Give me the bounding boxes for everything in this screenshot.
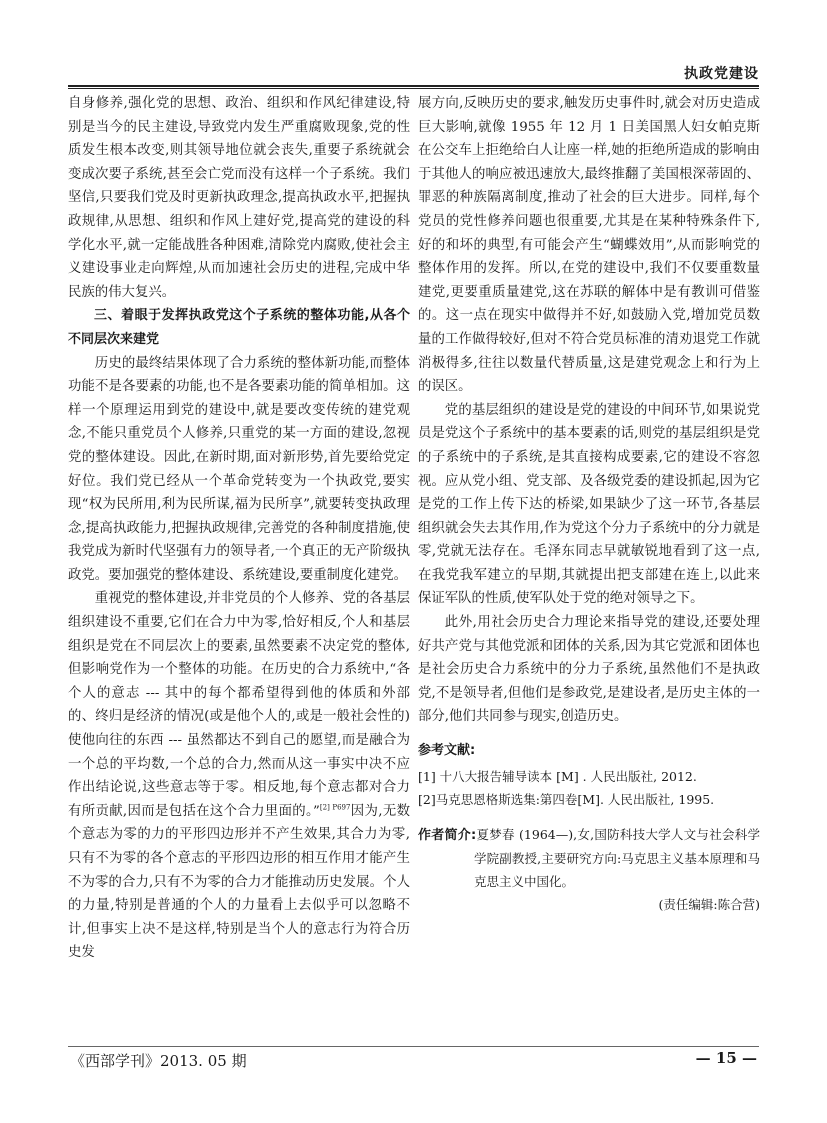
paragraph: 此外,用社会历史合力理论来指导党的建设,还要处理好共产党与其他党派和团体的关系,因为其它党派和团体也是社会历史合力系统中的分力子系统,虽然他们不是执政党,不是领导者,但他们是参政党,是建设者,是历史主体的一部分,他们共同参与现实,创造历史。 — [418, 615, 760, 725]
section-heading: 三、着眼于发挥执政党这个子系统的整体功能,从各个不同层次来建党 — [68, 308, 410, 347]
editor-note: (责任编辑:陈合营) — [658, 896, 760, 912]
journal-issue: 《西部学刊》2013. 05 期 — [70, 1052, 247, 1070]
paragraph: 展方向,反映历史的要求,触发历史事件时,就会对历史造成巨大影响,就像 1955 年 12 月 1 日美国黑人妇女帕克斯在公交车上拒绝给白人让座一样,她的拒绝所造成的影响由于其他人的响应被迅速放大,最终推翻了美国根深蒂固的、罪恶的种族隔离制度,推动了社会的巨大进步。同样,每个党员的党性修养问题也很重要,尤其是在某种特殊条件下,好的和坏的典型,有可能会产生“蝴蝶效用”,从而影响党的整体作用的发挥。所以,在党的建设中,我们不仅要重数量建党,更要重质量建党,这在苏联的解体中是有教训可借鉴的。这一点在现实中做得并不好,如鼓励入党,增加党员数量的工作做得较好,但对不符合党员标准的清劝退党工作就消极得多,往往以数量代替质量,这是建党观念上和行为上的误区。 — [418, 96, 760, 395]
citation-mark: [2] P697 — [319, 803, 351, 812]
paragraph-tail: 因为,无数个意志为零的力的平形四边形并不产生效果,其合力为零,只有不为零的各个意志的平形四边形的相互作用才能产生不为零的合力,只有不为零的合力才能推动历史发展。个人的力量,特别是普通的个人的力量看上去似乎可以忽略不计,但事实上决不是这样,特别是当个人的意志行为符合历史发 — [68, 803, 410, 961]
paragraph: 自身修养,强化党的思想、政治、组织和作风纪律建设,特别是当今的民主建设,导致党内发生严重腐败现象,党的性质发生根本改变,则其领导地位就会丧失,重要子系统就会变成次要子系统,甚至会亡党而没有这样一个子系统。我们坚信,只要我们党及时更新执政理念,提高执政水平,把握执政规律,从思想、组织和作风上建好党,提高党的建设的科学化水平,就一定能战胜各种困难,清除党内腐败,使社会主义建设事业走向辉煌,从而加速社会历史的进程,完成中华民族的伟大复兴。 — [68, 96, 410, 300]
right-column — [418, 92, 760, 916]
author-text: 夏梦春 (1964—),女,国防科技大学人文与社会科学学院副教授,主要研究方向:马克思主义基本原理和马克思主义中国化。 — [474, 826, 760, 889]
references-title: 参考文献: — [418, 743, 476, 759]
quote-text: 重视党的整体建设,并非党员的个人修养、党的各基层组织建设不重要,它们在合力中为零,恰好相反,个人和基层组织是党在不同层次上的要素,虽然要素不决定党的整体,但影响党作为一个整体的功能。在历史的合力系统中,“各个人的意志 --- 其中的每个都希望得到他的体质和外部的、终归是经济的情况(或是他个人的,或是一般社会性的)使他向往的东西 --- 虽然都达不到自己的愿望,而是融合为一个总的平均数,一个总的合力,然而从这一事实中决不应作出结论说,这些意志等于零。相反地,每个意志都对合力有所贡献,因而是包括在这个合力里面的。” — [68, 591, 410, 819]
left-column — [68, 92, 410, 965]
header-rule-thin — [68, 88, 759, 89]
references — [418, 739, 760, 811]
paragraph: 历史的最终结果体现了合力系统的整体新功能,而整体功能不是各要素的功能,也不是各要素功能的简单相加。这样一个原理运用到党的建设中,就是要改变传统的建党观念,不能只重党员个人修养,只重党的某一方面的建设,忽视党的整体建设。因此,在新时期,面对新形势,首先要给党定好位。我们党已经从一个革命党转变为一个执政党,要实现“权为民所用,利为民所谋,福为民所享”,就要转变执政理念,提高执政能力,把握执政规律,完善党的各种制度措施,使我党成为新时代坚强有力的领导者,一个真正的无产阶级执政党。要加强党的整体建设、系统建设,要重制度化建党。 — [68, 355, 410, 583]
page-number: — 15 — — [695, 1049, 757, 1067]
paragraph — [68, 587, 410, 965]
reference-item: [2]马克思恩格斯选集:第四卷[M]. 人民出版社, 1995. — [418, 791, 715, 807]
author-label: 作者简介: — [418, 827, 477, 843]
author-bio — [418, 823, 760, 893]
reference-item: [1] 十八大报告辅导读本 [M] . 人民出版社, 2012. — [418, 768, 697, 784]
paragraph: 党的基层组织的建设是党的建设的中间环节,如果说党员是党这个子系统中的基本要素的话,则党的基层组织是党的子系统中的子系统,是其直接构成要素,它的建设不容忽视。应从党小组、党支部、及各级党委的建设抓起,因为它是党的工作上传下达的桥梁,如果缺少了这一环节,各基层组织就会失去其作用,作为党这个分力子系统中的分力就是零,党就无法存在。毛泽东同志早就敏锐地看到了这一点,在我党我军建立的早期,其就提出把支部建在连上,以此来保证军队的性质,使军队处于党的绝对领导之下。 — [418, 402, 760, 607]
section-label: 执政党建设 — [684, 66, 759, 82]
footer-rule — [68, 1046, 759, 1047]
header-rule — [68, 85, 759, 87]
